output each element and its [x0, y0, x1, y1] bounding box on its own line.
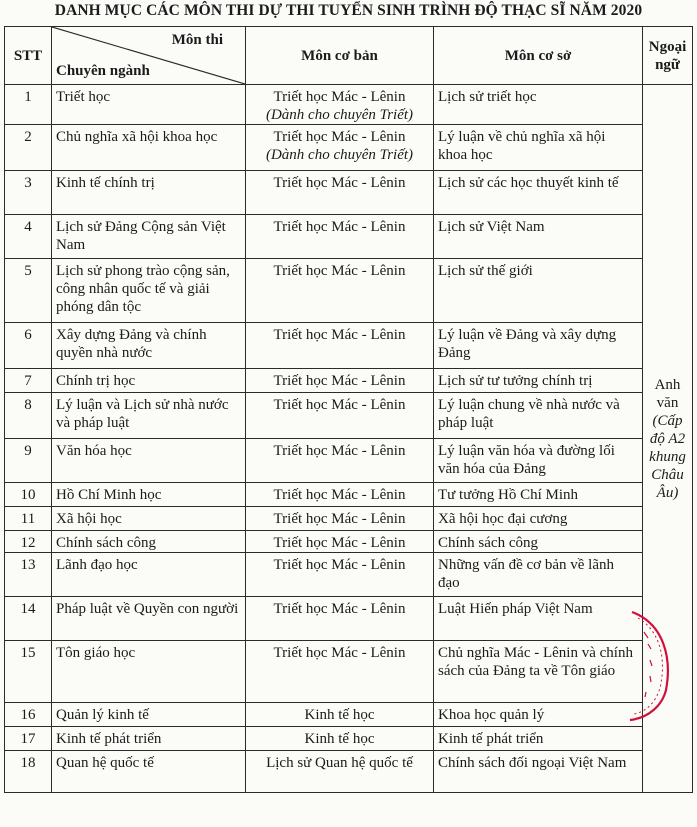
row-stt: 17	[5, 727, 52, 751]
table-row	[5, 125, 693, 171]
basic-subject-text: Kinh tế học	[304, 731, 375, 747]
row-foundation-subject: Chủ nghĩa Mác - Lênin và chính sách của Đảng ta về Tôn giáo	[434, 641, 643, 703]
basic-subject-text: Triết học Mác - Lênin	[273, 175, 406, 191]
foreign-language-name: Anh văn	[654, 376, 681, 411]
basic-subject-text: Triết học Mác - Lênin	[273, 487, 406, 503]
table-row	[5, 597, 693, 641]
row-foundation-subject: Lý luận chung về nhà nước và pháp luật	[434, 393, 643, 439]
row-stt: 15	[5, 641, 52, 703]
basic-subject-text: Kinh tế học	[304, 707, 375, 723]
header-foreign-language: Ngoại ngữ	[643, 27, 693, 85]
table-row	[5, 171, 693, 215]
row-major: Tôn giáo học	[52, 641, 246, 703]
row-major: Văn hóa học	[52, 439, 246, 483]
row-foundation-subject: Khoa học quản lý	[434, 703, 643, 727]
basic-subject-text: Triết học Mác - Lênin	[273, 535, 406, 551]
row-major: Chủ nghĩa xã hội khoa học	[52, 125, 246, 171]
basic-subject-text: Triết học Mác - Lênin	[273, 397, 406, 413]
table-row	[5, 553, 693, 597]
row-basic-subject	[246, 641, 434, 703]
header-diagonal-cell	[52, 27, 246, 85]
row-major: Quan hệ quốc tế	[52, 751, 246, 793]
basic-subject-text: Lịch sử Quan hệ quốc tế	[266, 755, 413, 771]
row-stt: 2	[5, 125, 52, 171]
row-foundation-subject: Lịch sử thế giới	[434, 259, 643, 323]
basic-subject-text: Triết học Mác - Lênin	[273, 557, 406, 573]
table-row	[5, 393, 693, 439]
row-stt: 3	[5, 171, 52, 215]
row-basic-subject	[246, 727, 434, 751]
table-row	[5, 507, 693, 531]
basic-subject-text: Triết học Mác - Lênin	[273, 263, 406, 279]
row-foundation-subject: Những vấn đề cơ bản về lãnh đạo	[434, 553, 643, 597]
basic-subject-text: Triết học Mác - Lênin	[273, 327, 406, 343]
row-major: Chính sách công	[52, 531, 246, 553]
basic-subject-text: Triết học Mác - Lênin	[273, 511, 406, 527]
header-row	[5, 27, 693, 85]
row-foundation-subject: Lịch sử triết học	[434, 85, 643, 125]
row-foundation-subject: Lý luận văn hóa và đường lối văn hóa của Đảng	[434, 439, 643, 483]
row-basic-subject	[246, 125, 434, 171]
row-major: Hồ Chí Minh học	[52, 483, 246, 507]
table-row	[5, 215, 693, 259]
row-foundation-subject: Lịch sử Việt Nam	[434, 215, 643, 259]
row-stt: 18	[5, 751, 52, 793]
table-row	[5, 641, 693, 703]
basic-subject-text: Triết học Mác - Lênin	[273, 219, 406, 235]
row-stt: 9	[5, 439, 52, 483]
row-major: Pháp luật về Quyền con người	[52, 597, 246, 641]
row-basic-subject	[246, 531, 434, 553]
row-foundation-subject: Lịch sử các học thuyết kinh tế	[434, 171, 643, 215]
table-row	[5, 259, 693, 323]
basic-subject-note: (Dành cho chuyên Triết)	[265, 147, 414, 163]
row-major: Lịch sử phong trào cộng sản, công nhân quốc tế và giải phóng dân tộc	[52, 259, 246, 323]
row-basic-subject	[246, 85, 434, 125]
table-row	[5, 531, 693, 553]
row-major: Lịch sử Đảng Cộng sản Việt Nam	[52, 215, 246, 259]
table-row	[5, 727, 693, 751]
row-major: Xây dựng Đảng và chính quyền nhà nước	[52, 323, 246, 369]
row-stt: 7	[5, 369, 52, 393]
row-stt: 11	[5, 507, 52, 531]
row-stt: 6	[5, 323, 52, 369]
row-foundation-subject: Chính sách đối ngoại Việt Nam	[434, 751, 643, 793]
row-foundation-subject: Lý luận về Đảng và xây dựng Đảng	[434, 323, 643, 369]
row-basic-subject	[246, 369, 434, 393]
row-foundation-subject: Luật Hiến pháp Việt Nam	[434, 597, 643, 641]
row-stt: 8	[5, 393, 52, 439]
row-stt: 1	[5, 85, 52, 125]
row-stt: 13	[5, 553, 52, 597]
row-foundation-subject: Chính sách công	[434, 531, 643, 553]
row-stt: 5	[5, 259, 52, 323]
row-basic-subject	[246, 751, 434, 793]
row-foundation-subject: Xã hội học đại cương	[434, 507, 643, 531]
row-major: Xã hội học	[52, 507, 246, 531]
basic-subject-text: Triết học Mác - Lênin	[273, 601, 406, 617]
basic-subject-text: Triết học Mác - Lênin	[273, 129, 406, 145]
row-foundation-subject: Tư tưởng Hồ Chí Minh	[434, 483, 643, 507]
basic-subject-text: Triết học Mác - Lênin	[273, 645, 406, 661]
row-major: Kinh tế phát triển	[52, 727, 246, 751]
table-row	[5, 369, 693, 393]
row-basic-subject	[246, 553, 434, 597]
row-stt: 4	[5, 215, 52, 259]
row-major: Triết học	[52, 85, 246, 125]
header-exam-subject: Môn thi	[171, 32, 223, 48]
table-row	[5, 751, 693, 793]
row-basic-subject	[246, 323, 434, 369]
header-basic-subject: Môn cơ bản	[246, 27, 434, 85]
row-major: Chính trị học	[52, 369, 246, 393]
row-basic-subject	[246, 507, 434, 531]
row-basic-subject	[246, 597, 434, 641]
table-row	[5, 439, 693, 483]
row-foundation-subject: Lý luận về chủ nghĩa xã hội khoa học	[434, 125, 643, 171]
foreign-language-cell	[643, 85, 693, 793]
row-major: Kinh tế chính trị	[52, 171, 246, 215]
row-stt: 12	[5, 531, 52, 553]
basic-subject-text: Triết học Mác - Lênin	[273, 373, 406, 389]
table-row	[5, 323, 693, 369]
row-major: Quản lý kinh tế	[52, 703, 246, 727]
row-foundation-subject: Lịch sử tư tưởng chính trị	[434, 369, 643, 393]
exam-subjects-table	[4, 26, 693, 793]
foreign-language-level: (Cấp độ A2 khung Châu Âu)	[649, 412, 686, 501]
table-row	[5, 483, 693, 507]
header-stt: STT	[5, 27, 52, 85]
row-foundation-subject: Kinh tế phát triển	[434, 727, 643, 751]
basic-subject-note: (Dành cho chuyên Triết)	[265, 107, 414, 123]
row-stt: 14	[5, 597, 52, 641]
document-title: DANH MỤC CÁC MÔN THI DỰ THI TUYỂN SINH TRÌNH ĐỘ THẠC SĨ NĂM 2020	[54, 2, 643, 19]
table-row	[5, 85, 693, 125]
row-basic-subject	[246, 171, 434, 215]
header-major: Chuyên ngành	[56, 63, 150, 79]
row-basic-subject	[246, 483, 434, 507]
row-basic-subject	[246, 259, 434, 323]
basic-subject-text: Triết học Mác - Lênin	[273, 443, 406, 459]
table-row	[5, 703, 693, 727]
row-stt: 16	[5, 703, 52, 727]
row-stt: 10	[5, 483, 52, 507]
row-basic-subject	[246, 439, 434, 483]
basic-subject-text: Triết học Mác - Lênin	[273, 89, 406, 105]
header-foundation-subject: Môn cơ sở	[434, 27, 643, 85]
row-basic-subject	[246, 393, 434, 439]
row-major: Lý luận và Lịch sử nhà nước và pháp luật	[52, 393, 246, 439]
row-basic-subject	[246, 215, 434, 259]
row-basic-subject	[246, 703, 434, 727]
row-major: Lãnh đạo học	[52, 553, 246, 597]
